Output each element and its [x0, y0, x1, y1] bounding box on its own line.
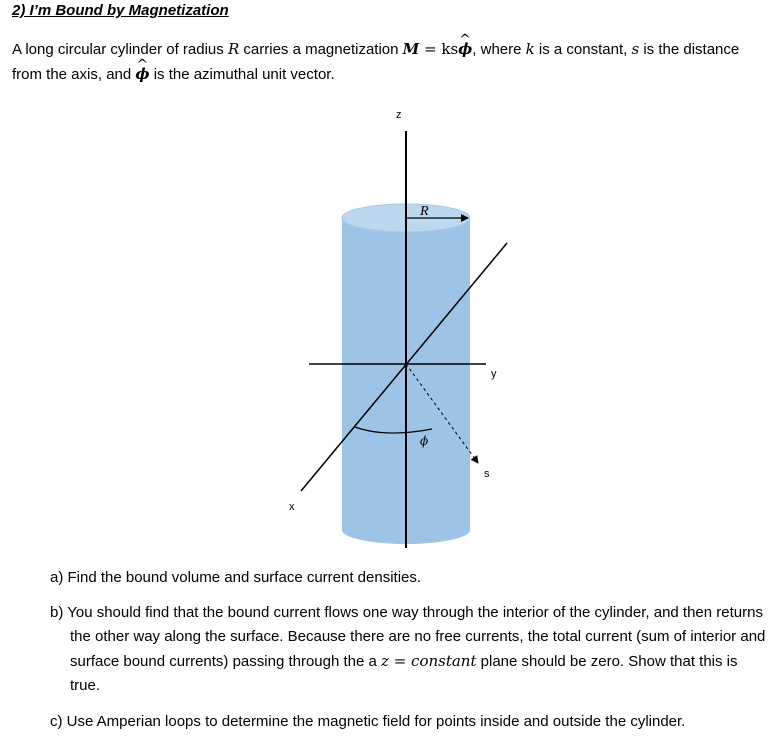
magnetization-symbol: M	[402, 40, 420, 58]
x-axis-label: x	[289, 501, 295, 513]
z-axis-label: z	[396, 109, 402, 121]
radius-symbol: R	[227, 40, 240, 58]
phi-hat-symbol-2: ^ ϕ	[135, 62, 149, 87]
question-c: c) Use Amperian loops to determine the magnetic field for points inside and outside the cylinder.	[50, 713, 686, 730]
intro-text-3: , where	[472, 41, 526, 58]
radius-label: R	[420, 204, 429, 219]
question-b-text-1: b) You should find that the bound current flows one way through the interior of the cylinder, and then returns the other way along the surface. Because there are no free currents, the total current (sum of interior and surface bound currents) passing through the a	[50, 604, 766, 670]
question-b	[50, 601, 768, 698]
phi-label: ϕ	[420, 434, 429, 448]
equation-lhs: = ks	[419, 40, 459, 58]
y-axis-label: y	[491, 368, 497, 380]
intro-text-2: carries a magnetization	[239, 41, 403, 58]
constant-plane-equation: z = constant	[381, 652, 477, 670]
question-b-text-2: plane should be zero. Show that this is true.	[70, 653, 738, 694]
k-symbol: k	[525, 40, 535, 58]
s-symbol: s	[631, 40, 640, 58]
question-a: a) Find the bound volume and surface current densities.	[50, 569, 422, 586]
intro-text-1: A long circular cylinder of radius	[12, 41, 228, 58]
phi-hat-symbol: ^ ϕ	[458, 37, 472, 62]
intro-text-4: is a constant,	[534, 41, 632, 58]
intro-text-6: is the azimuthal unit vector.	[149, 66, 335, 83]
s-label: s	[484, 468, 490, 480]
intro-text-5: is the distance from the axis, and	[12, 41, 740, 83]
problem-title: 2) I’m Bound by Magnetization	[12, 2, 229, 19]
